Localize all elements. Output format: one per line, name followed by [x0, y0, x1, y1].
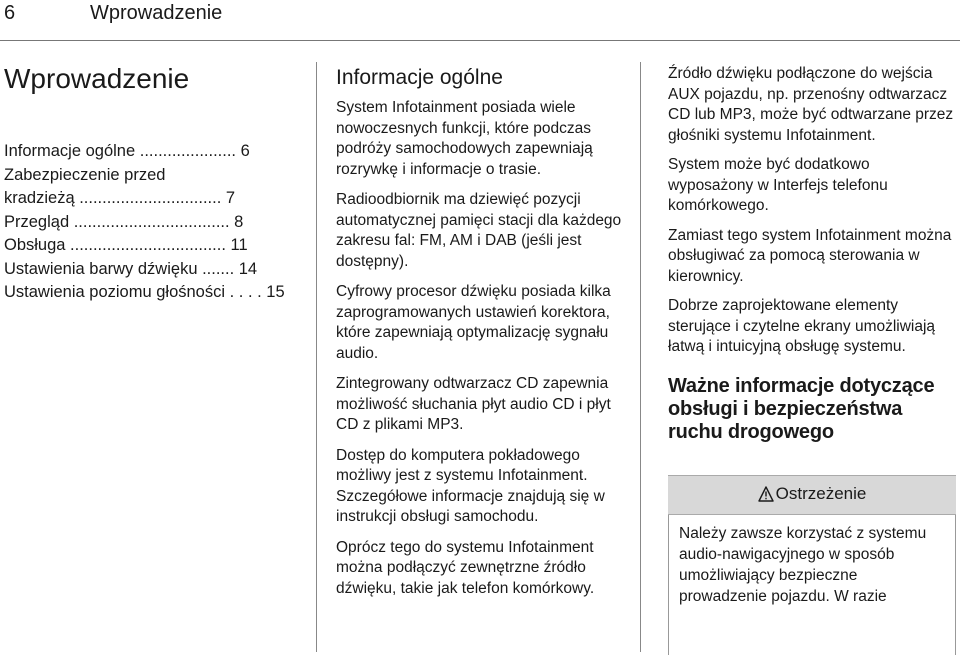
toc-entry-general-info[interactable]: Informacje ogólne ..................... 6 — [4, 142, 250, 160]
toc-entry-overview[interactable]: Przegląd .................................. 8 — [4, 212, 244, 231]
toc-entry-tone-settings[interactable]: Ustawienia barwy dźwięku ....... 14 — [4, 259, 258, 278]
body-paragraph: Cyfrowy procesor dźwięku posiada kilka zaprogramowanych ustawień korektora, które zapewniają optymalizację sygnału audio. — [336, 283, 611, 362]
section-heading: Informacje ogólne — [336, 66, 503, 89]
toc-entry-theft-protection-line2[interactable]: kradzieżą ............................... 7 — [4, 189, 236, 207]
warning-box — [668, 515, 956, 655]
warning-header — [668, 475, 956, 515]
warning-text: Należy zawsze korzystać z systemu audio-nawigacyjnego w sposób umożliwiający bezpieczne prowadzenie pojazdu. W razie — [679, 525, 927, 605]
page-number: 6 — [4, 2, 16, 24]
toc-entry-theft-protection-line1[interactable]: Zabezpieczenie przed — [4, 165, 166, 184]
table-of-contents — [4, 140, 300, 305]
running-section-title: Wprowadzenie — [90, 2, 223, 24]
body-paragraph: Zamiast tego system Infotainment można obsługiwać za pomocą sterowania w kierownicy. — [668, 226, 952, 285]
column-divider-left — [316, 62, 317, 652]
body-paragraph: System może być dodatkowo wyposażony w Interfejs telefonu komórkowego. — [668, 156, 888, 214]
header-divider — [0, 40, 960, 41]
safety-subheading: Ważne informacje dotyczące obsługi i bezpieczeństwa ruchu drogowego — [668, 374, 935, 443]
chapter-title: Wprowadzenie — [4, 63, 190, 94]
column-divider-right — [640, 62, 641, 652]
general-info-column — [336, 64, 636, 609]
body-paragraph: Dobrze zaprojektowane elementy sterujące i czytelne ekrany umożliwiają łatwą i intuicyjną obsługę systemu. — [668, 297, 936, 355]
toc-entry-operation[interactable]: Obsługa .................................. 11 — [4, 236, 248, 254]
body-paragraph: Dostęp do komputera pokładowego możliwy jest z systemu Infotainment. Szczegółowe informacje znajdują się w instrukcji obsługi samochodu. — [336, 446, 605, 525]
toc-entry-volume-settings[interactable]: Ustawienia poziomu głośności . . . . 15 — [4, 283, 285, 301]
body-paragraph: Źródło dźwięku podłączone do wejścia AUX pojazdu, np. przenośny odtwarzacz CD lub MP3, może być odtwarzane przez głośniki systemu Infotainment. — [668, 65, 954, 144]
body-paragraph: Oprócz tego do systemu Infotainment można podłączyć zewnętrzne źródło dźwięku, takie jak telefon komórkowy. — [336, 538, 595, 597]
right-text-column — [668, 64, 956, 458]
body-paragraph: Zintegrowany odtwarzacz CD zapewnia możliwość słuchania płyt audio CD i płyt CD z plikami MP3. — [336, 375, 611, 433]
warning-triangle-icon — [758, 486, 774, 507]
body-paragraph: Radioodbiornik ma dziewięć pozycji automatycznej pamięci stacji dla każdego zakresu fal: FM, AM i DAB (jeśli jest dostępny). — [336, 191, 622, 270]
warning-label: Ostrzeżenie — [775, 484, 867, 503]
toc-column — [4, 62, 300, 305]
page-header — [0, 0, 960, 40]
body-paragraph: System Infotainment posiada wiele nowoczesnych funkcji, które podczas podróży samochodowych zapewniają rozrywkę i informacje o trasie. — [336, 99, 593, 178]
